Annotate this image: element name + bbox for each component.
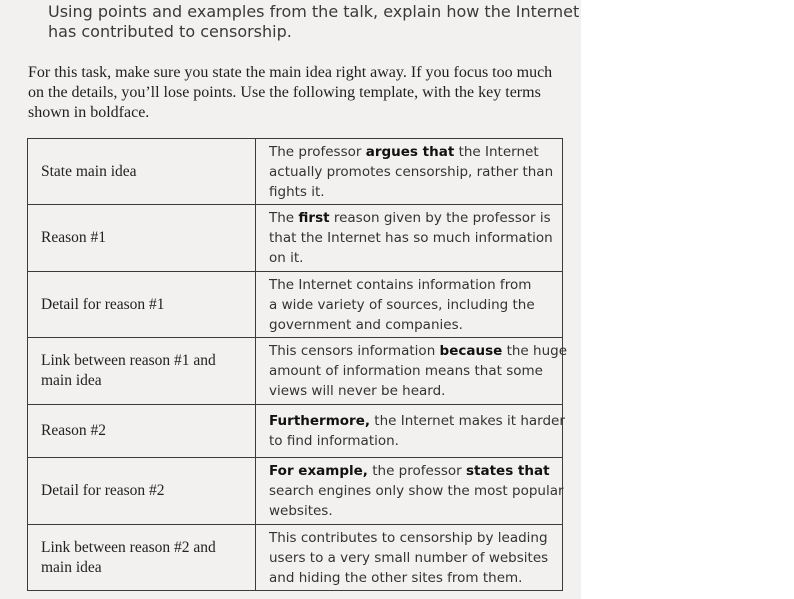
row-label: main idea xyxy=(41,372,102,389)
table-row xyxy=(28,458,563,525)
text-segment: websites. xyxy=(269,503,333,519)
template-text-line xyxy=(269,275,556,295)
template-text-line xyxy=(269,411,565,431)
row-label: Reason #1 xyxy=(41,229,107,246)
text-segment: search engines only show the most popular xyxy=(269,483,564,499)
text-segment: the professor xyxy=(367,463,466,479)
template-text-line xyxy=(269,361,556,381)
row-label: State main idea xyxy=(41,162,137,180)
row-label-cell xyxy=(28,272,256,338)
template-text-line xyxy=(269,295,556,315)
row-template-text-cell xyxy=(256,405,563,458)
task-instructions xyxy=(28,63,568,123)
template-text-line xyxy=(269,528,556,548)
template-text-line xyxy=(269,142,556,162)
template-text-line xyxy=(269,501,556,521)
response-template-table xyxy=(27,138,568,591)
row-label: Link between reason #2 and xyxy=(41,538,216,556)
row-template-text-cell xyxy=(256,139,563,205)
instructions-line: shown in boldface. xyxy=(28,104,150,121)
prompt-line: has contributed to censorship. xyxy=(48,22,292,41)
text-segment: the Internet xyxy=(454,143,539,160)
template-text-line xyxy=(269,182,556,202)
row-label: Reason #2 xyxy=(41,422,107,439)
template-text-line xyxy=(269,228,556,248)
text-segment: on it. xyxy=(269,250,304,266)
key-term: states that xyxy=(465,463,550,479)
instructions-line: For this task, make sure you state the main idea right away. If you focus too much xyxy=(28,64,553,81)
text-segment: and hiding the other sites from them. xyxy=(269,569,523,586)
text-segment: government and companies. xyxy=(269,316,463,333)
row-template-text-cell xyxy=(256,458,563,525)
key-term: Furthermore, xyxy=(269,413,370,429)
text-segment: views will never be heard. xyxy=(269,383,446,399)
text-segment: users to a very small number of websites xyxy=(269,549,549,566)
row-label: Link between reason #1 and xyxy=(41,352,216,369)
row-template-text-cell xyxy=(256,525,563,591)
text-segment: The Internet contains information from xyxy=(269,276,532,293)
table-row xyxy=(28,139,563,205)
table-row xyxy=(28,205,563,272)
template-text-line xyxy=(269,481,564,501)
text-segment: fights it. xyxy=(269,183,325,200)
template-text-line xyxy=(269,315,556,335)
key-term: For example, xyxy=(269,463,368,479)
row-label-cell xyxy=(28,525,256,591)
row-label-cell xyxy=(28,139,256,205)
table-row xyxy=(28,272,563,338)
task-prompt xyxy=(48,2,580,42)
row-label-cell xyxy=(28,405,256,458)
prompt-line: Using points and examples from the talk, explain how the Internet xyxy=(48,2,580,21)
row-label: Detail for reason #1 xyxy=(41,295,165,313)
row-template-text-cell xyxy=(256,272,563,338)
table-row xyxy=(28,525,563,591)
template-text-line xyxy=(269,162,556,182)
template-text-line xyxy=(269,568,556,588)
template-text-line xyxy=(269,208,556,228)
template-text-line xyxy=(269,461,556,481)
template-text-line xyxy=(269,248,556,268)
text-segment: the Internet makes it harder xyxy=(369,413,565,429)
template-text-line xyxy=(269,341,568,361)
table-row xyxy=(28,405,563,458)
template-text-line xyxy=(269,431,556,451)
key-term: because xyxy=(439,343,503,359)
key-term: first xyxy=(298,210,330,226)
text-segment: that the Internet has so much information xyxy=(269,230,553,246)
text-segment: to find information. xyxy=(269,433,399,449)
row-label-cell xyxy=(28,205,256,272)
template-text-line xyxy=(269,548,556,568)
text-segment: actually promotes censorship, rather than xyxy=(269,163,554,180)
text-segment: This contributes to censorship by leading xyxy=(269,529,548,546)
table-row xyxy=(28,338,563,405)
row-label: main idea xyxy=(41,558,102,576)
text-segment: reason given by the professor is xyxy=(329,210,551,226)
text-segment: The professor xyxy=(269,143,366,160)
row-label-cell xyxy=(28,338,256,405)
text-segment: the huge xyxy=(502,343,568,359)
row-template-text-cell xyxy=(256,338,568,405)
text-segment: The xyxy=(269,210,299,226)
instructions-line: on the details, you’ll lose points. Use the following template, with the key terms xyxy=(28,84,541,101)
row-template-text-cell xyxy=(256,205,563,272)
text-segment: This censors information xyxy=(269,343,440,359)
row-label: Detail for reason #2 xyxy=(41,482,165,499)
key-term: argues that xyxy=(365,143,455,160)
row-label-cell xyxy=(28,458,256,525)
text-segment: amount of information means that some xyxy=(269,363,543,379)
text-segment: a wide variety of sources, including the xyxy=(269,296,535,313)
template-text-line xyxy=(269,381,556,401)
